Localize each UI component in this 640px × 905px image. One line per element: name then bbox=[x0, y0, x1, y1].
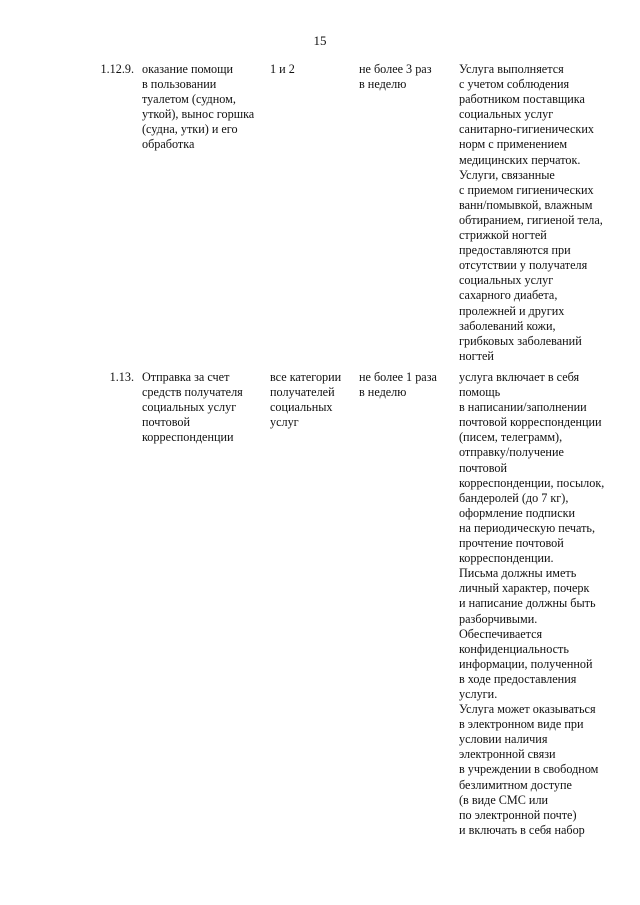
service-description: услуга включает в себя помощь в написании/заполнении почтовой корреспонденции (писем, телеграмм), отправку/получение почтовой корреспонденции, посылок, бандеролей (до 7 кг), оформление подписки на периодическую печать, прочтение почтовой корреспонденции. Письма должны иметь личный характер, почерк и написание должны быть разборчивыми. Обеспечивается конфиденциальность информации, полученной в ходе предоставления услуги. Услуга может оказываться в электронном виде при условии наличия электронной связи в учреждении в свободном безлимитном доступе (в виде СМС или по электронной почте) и включать в себя набор bbox=[459, 370, 605, 837]
service-frequency: не более 3 раз в неделю bbox=[359, 62, 432, 92]
service-frequency: не более 1 раза в неделю bbox=[359, 370, 437, 400]
service-recipients: все категории получателей социальных услуг bbox=[270, 370, 342, 430]
service-description: Услуга выполняется с учетом соблюдения работником поставщика социальных услуг санитарно-гигиенических норм с применением медицинских перчаток. Услуги, связанные с приемом гигиенических ванн/помывкой, влажным обтиранием, гигиеной тела, стрижкой ногтей предоставляются при отсутствии у получателя социальных услуг сахарного диабета, пролежней и других заболеваний кожи, грибковых заболеваний ногтей bbox=[459, 62, 603, 363]
service-name: Отправка за счет средств получателя социальных услуг почтовой корреспонденции bbox=[142, 370, 243, 445]
service-number: 1.13. bbox=[109, 370, 134, 384]
service-recipients: 1 и 2 bbox=[270, 62, 295, 76]
service-name: оказание помощи в пользовании туалетом (судном, уткой), вынос горшка (судна, утки) и его обработка bbox=[142, 62, 255, 152]
page-number: 15 bbox=[313, 33, 327, 48]
service-number: 1.12.9. bbox=[100, 62, 134, 76]
